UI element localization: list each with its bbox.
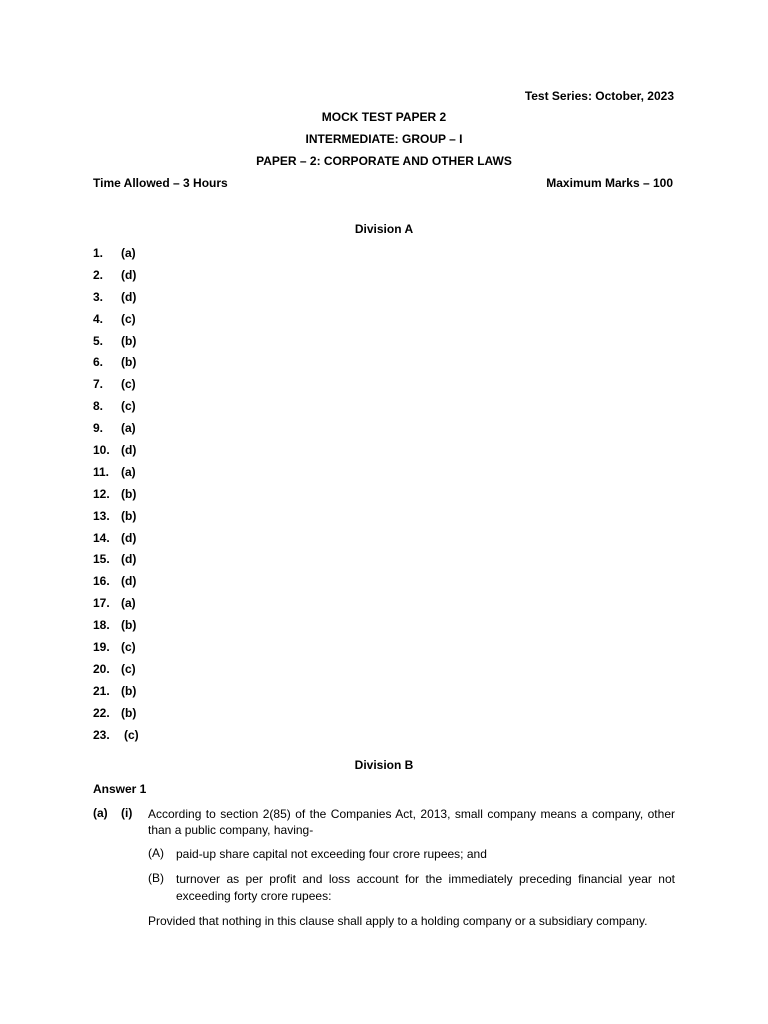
answer-heading: Answer 1 [93,782,147,796]
question-number: 16. [93,574,110,589]
list-item [93,421,139,443]
question-number: 10. [93,443,110,458]
question-number: 17. [93,596,110,611]
question-number: 2. [93,267,104,282]
question-number: 18. [93,618,110,633]
question-number: 22. [93,705,110,720]
answer-option: (b) [121,508,137,523]
list-item [93,334,139,356]
answer-option: (d) [121,552,137,567]
answer-option: (a) [121,464,136,479]
question-number: 15. [93,552,110,567]
proviso-text: Provided that nothing in this clause shall apply to a holding company or a subsidiary company. [148,914,648,928]
answer-option: (d) [121,267,137,282]
question-number: 13. [93,508,110,523]
answer-option: (b) [121,333,137,348]
list-item [93,706,139,728]
intro-text: According to section 2(85) of the Companies Act, 2013, small company means a company, other than a public company, having- [148,807,675,837]
answer-option: (d) [121,574,137,589]
question-number: 5. [93,333,104,348]
answer-option: (c) [121,399,136,414]
list-item [93,662,139,684]
list-item [93,465,139,487]
list-item [93,290,139,312]
list-item [93,531,139,553]
question-number: 21. [93,683,110,698]
paper-title: MOCK TEST PAPER 2 [321,110,447,124]
subject-title: PAPER – 2: CORPORATE AND OTHER LAWS [256,154,512,168]
list-item [93,574,139,596]
question-number: 6. [93,355,104,370]
question-number: 1. [93,246,104,260]
answer-option: (a) [121,596,136,611]
clause-label: (A) [148,846,164,860]
list-item [93,618,139,640]
list-item [93,684,139,706]
question-number: 11. [93,464,110,479]
group-title: INTERMEDIATE: GROUP – I [305,132,463,146]
list-item [93,443,139,465]
question-number: 8. [93,399,104,414]
list-item [93,312,139,334]
maximum-marks: Maximum Marks – 100 [546,176,673,190]
answer-option: (b) [121,618,137,633]
list-item [93,552,139,574]
question-number: 3. [93,289,104,304]
answer-option: (c) [121,661,136,676]
clause-label: (B) [148,871,164,885]
question-number: 9. [93,421,104,436]
list-item [93,728,139,750]
time-allowed: Time Allowed – 3 Hours [93,176,228,190]
clause-text: turnover as per profit and loss account for the immediately preceding financial year not exceeding forty crore rupees: [176,872,675,903]
question-number: 23. [93,727,110,742]
answer-option: (b) [121,486,137,501]
clause-text: paid-up share capital not exceeding four crore rupees; and [176,847,487,861]
question-number: 12. [93,486,110,501]
answer-option: (b) [121,683,137,698]
answer-option: (b) [121,705,137,720]
list-item [93,596,139,618]
list-item [93,509,139,531]
list-item [93,640,139,662]
question-number: 14. [93,530,110,545]
division-b-heading: Division B [354,758,414,772]
division-a-heading: Division A [354,222,414,236]
question-number: 4. [93,311,104,326]
answer-option: (a) [121,421,136,436]
list-item [93,487,139,509]
sub-part-label: (i) [121,806,133,820]
answer-option: (a) [121,246,136,260]
list-item [93,377,139,399]
question-number: 20. [93,661,110,676]
answer-list [93,246,139,749]
part-label: (a) [93,806,108,820]
list-item [93,399,139,421]
question-number: 7. [93,377,104,392]
list-item [93,268,139,290]
answer-option: (c) [121,640,136,655]
question-number: 19. [93,640,110,655]
answer-option: (d) [121,289,137,304]
test-series: Test Series: October, 2023 [524,89,674,103]
answer-option: (d) [121,530,137,545]
answer-option: (c) [124,727,139,742]
list-item [93,355,139,377]
list-item [93,246,139,268]
answer-option: (c) [121,311,136,326]
answer-option: (c) [121,377,136,392]
answer-option: (b) [121,355,137,370]
answer-option: (d) [121,443,137,458]
